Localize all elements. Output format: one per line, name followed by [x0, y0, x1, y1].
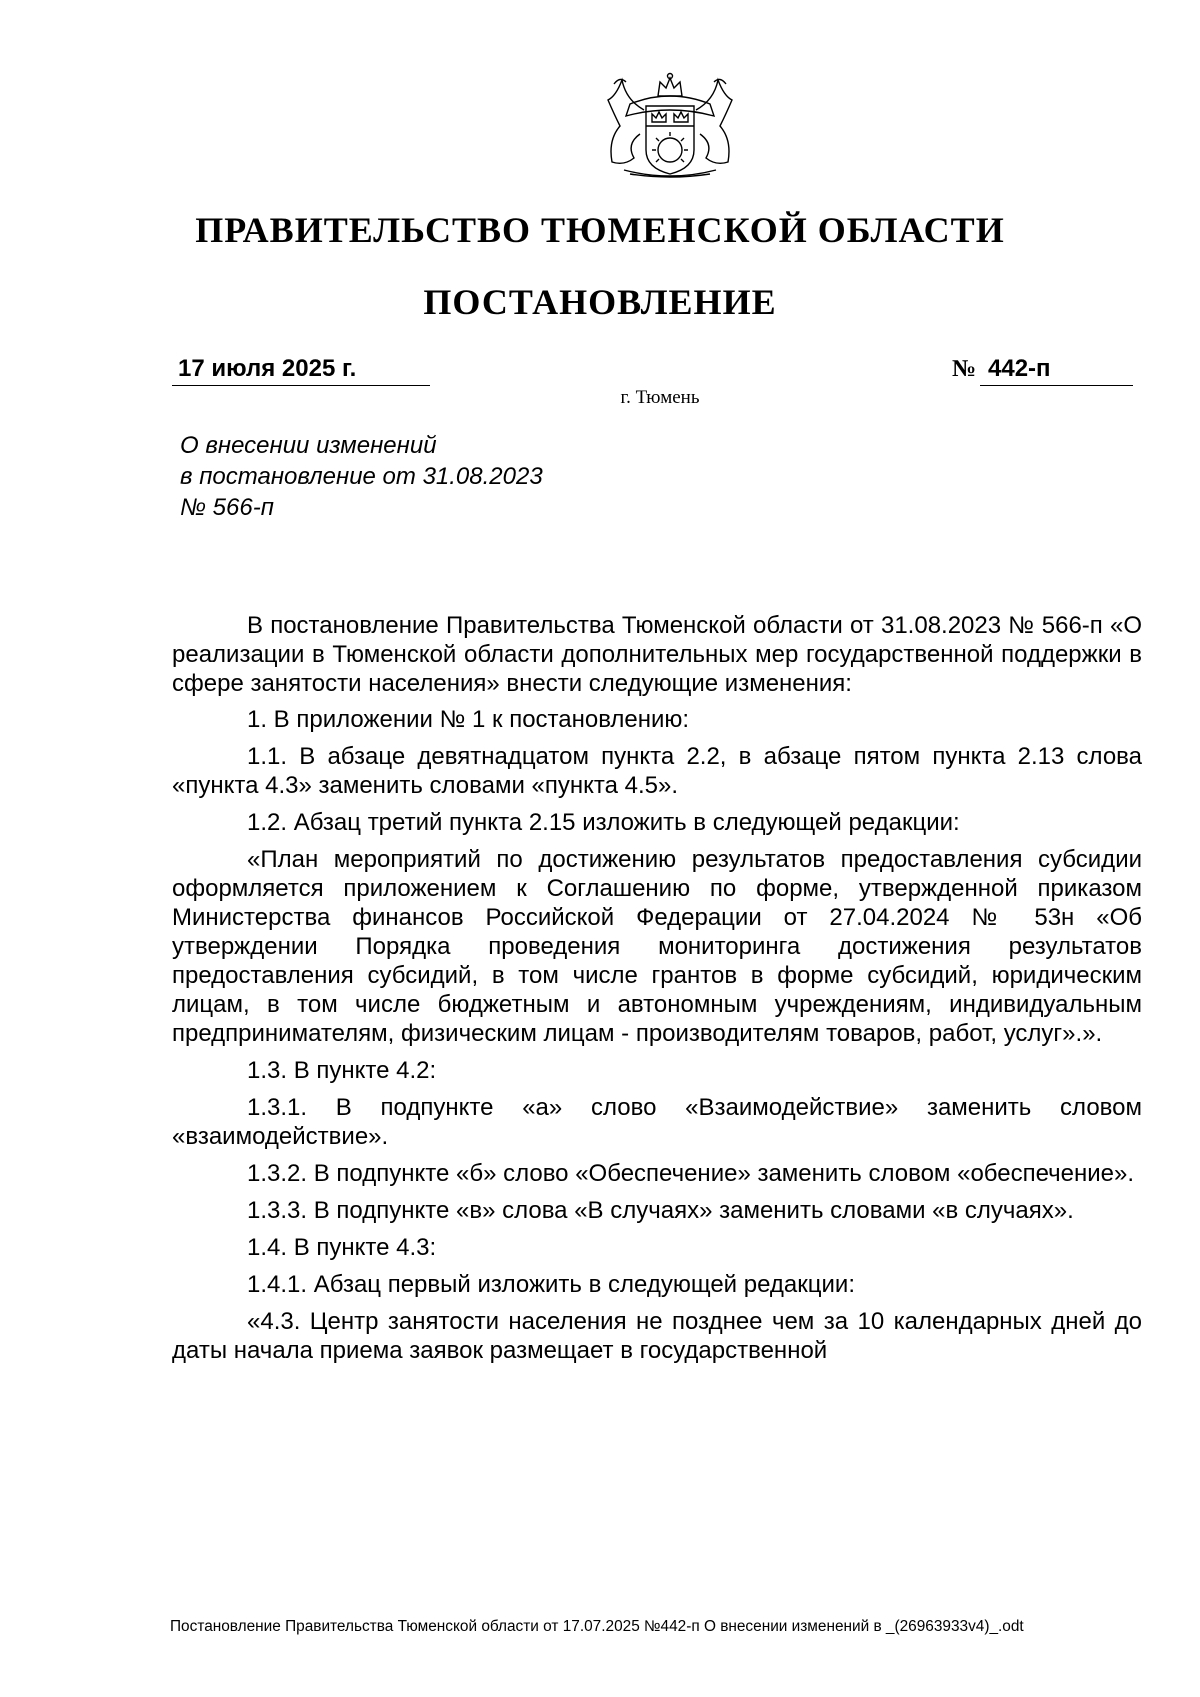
- body-paragraph: 1. В приложении № 1 к постановлению:: [247, 706, 690, 733]
- body-paragraph: 1.4. В пункте 4.3:: [247, 1234, 437, 1261]
- body-paragraph: 1.3.1. В подпункте «а» слово «Взаимодействие» заменить словом «взаимодействие».: [172, 1094, 1142, 1150]
- document-body: [172, 611, 1142, 1373]
- body-paragraph: «4.3. Центр занятости населения не позднее чем за 10 календарных дней до даты начала приема заявок размещает в государственной: [172, 1308, 1142, 1364]
- body-paragraph: 1.2. Абзац третий пункта 2.15 изложить в следующей редакции:: [247, 809, 960, 836]
- document-type-title: ПОСТАНОВЛЕНИЕ: [423, 282, 777, 322]
- document-subject: [180, 430, 700, 523]
- body-paragraph: «План мероприятий по достижению результатов предоставления субсидии оформляется приложением к Соглашению по форме, утвержденной приказом Министерства финансов Российской Федерации от 27.04.2024 № 53н «Об утверждении Порядка проведения мониторинга достижения результатов предоставления субсидий, в том числе грантов в форме субсидий, юридическим лицам, в том числе бюджетным и автономным учреждениям, индивидуальным предпринимателям, физическим лицам - производителям товаров, работ, услуг».».: [172, 846, 1142, 1047]
- subject-line-3: № 566-п: [180, 494, 274, 521]
- subject-line-1: О внесении изменений: [180, 432, 437, 459]
- body-paragraph: 1.3. В пункте 4.2:: [247, 1057, 437, 1084]
- body-paragraph: 1.1. В абзаце девятнадцатом пункта 2.2, в абзаце пятом пункта 2.13 слова «пункта 4.3» заменить словами «пункта 4.5».: [172, 743, 1142, 799]
- document-number: 442-п: [980, 354, 1133, 386]
- body-paragraph: 1.3.3. В подпункте «в» слова «В случаях» заменить словами «в случаях».: [247, 1197, 1074, 1224]
- document-footer-filename: Постановление Правительства Тюменской области от 17.07.2025 №442-п О внесении изменений в _(26963933v4)_.odt: [170, 1618, 1024, 1635]
- coat-of-arms-emblem: [590, 70, 750, 182]
- document-city: г. Тюмень: [620, 387, 700, 408]
- body-paragraph: 1.3.2. В подпункте «б» слово «Обеспечение» заменить словом «обеспечение».: [247, 1160, 1135, 1187]
- government-title: ПРАВИТЕЛЬСТВО ТЮМЕНСКОЙ ОБЛАСТИ: [195, 210, 1005, 250]
- subject-line-2: в постановление от 31.08.2023: [180, 463, 543, 490]
- document-number-label: №: [952, 356, 977, 382]
- document-date: 17 июля 2025 г.: [172, 354, 430, 386]
- body-paragraph: В постановление Правительства Тюменской области от 31.08.2023 № 566-п «О реализации в Тюменской области дополнительных мер государственной поддержки в сфере занятости населения» внести следующие изменения:: [172, 612, 1142, 697]
- body-paragraph: 1.4.1. Абзац первый изложить в следующей редакции:: [247, 1271, 855, 1298]
